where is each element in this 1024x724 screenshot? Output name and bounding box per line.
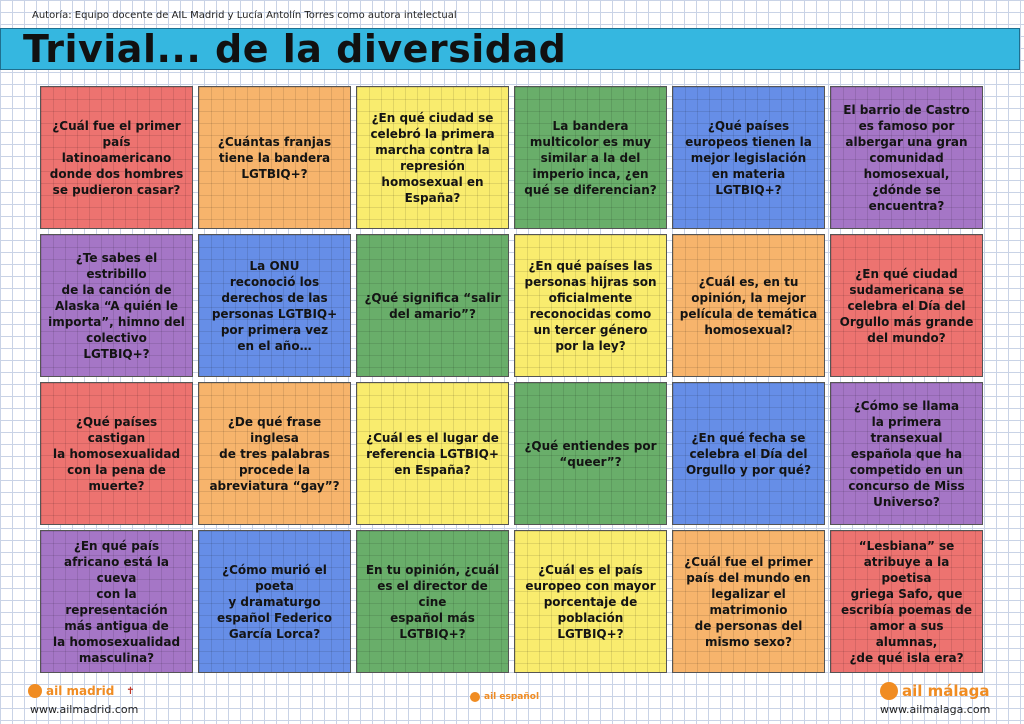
- question-text: ¿Cuál es, en tu opinión, la mejor película de temática homosexual?: [679, 274, 818, 337]
- question-text: ¿En qué países las personas hijras son oficialmente reconocidas como un tercer género por la ley?: [524, 258, 657, 353]
- question-text: El barrio de Castro es famoso por albergar una gran comunidad homosexual, ¿dónde se encuentra?: [843, 102, 970, 213]
- question-text: ¿En qué país africano está la cueva con la representación más antigua de la homosexualidad masculina?: [52, 538, 181, 665]
- instituto-cervantes-icon: ✝: [126, 685, 135, 697]
- question-card[interactable]: [40, 382, 193, 525]
- question-card[interactable]: [198, 530, 351, 673]
- question-card[interactable]: [356, 382, 509, 525]
- question-card[interactable]: [514, 234, 667, 377]
- question-card[interactable]: [40, 234, 193, 377]
- question-text: “Lesbiana” se atribuye a la poetisa griega Safo, que escribía poemas de amor a sus alumnas, ¿de qué isla era?: [840, 538, 973, 665]
- question-card[interactable]: [40, 86, 193, 229]
- question-text: La bandera multicolor es muy similar a la del imperio inca, ¿en qué se diferencian?: [524, 118, 657, 197]
- question-card[interactable]: [672, 234, 825, 377]
- question-text: ¿Qué entiendes por “queer”?: [524, 438, 657, 469]
- question-text: ¿De qué frase inglesa de tres palabras procede la abreviatura “gay”?: [209, 414, 340, 493]
- question-card[interactable]: [514, 86, 667, 229]
- page-title: Trivial... de la diversidad: [23, 27, 567, 71]
- ail-madrid-logo: [28, 684, 135, 698]
- question-text: ¿Cuál es el lugar de referencia LGTBIQ+ en España?: [366, 430, 499, 477]
- question-card[interactable]: [40, 530, 193, 673]
- question-card[interactable]: [198, 234, 351, 377]
- author-credit: Autoría: Equipo docente de AIL Madrid y Lucía Antolín Torres como autora intelectual: [32, 10, 457, 21]
- question-text: En tu opinión, ¿cuál es el director de cine español más LGTBIQ+?: [365, 562, 500, 641]
- question-text: La ONU reconoció los derechos de las personas LGTBIQ+ por primera vez en el año…: [211, 258, 338, 353]
- ail-espanol-label: ail español: [484, 692, 540, 702]
- question-card[interactable]: [198, 86, 351, 229]
- question-card[interactable]: [356, 234, 509, 377]
- question-text: ¿Cómo se llama la primera transexual española que ha competido en un concurso de Miss Universo?: [848, 398, 965, 509]
- question-card[interactable]: [830, 382, 983, 525]
- question-card[interactable]: [672, 86, 825, 229]
- ail-malaga-logo: [880, 682, 990, 700]
- question-card[interactable]: [356, 530, 509, 673]
- ail-espanol-logo: [470, 692, 539, 702]
- ail-madrid-label: ail madrid: [46, 684, 115, 698]
- ail-logo-icon: [880, 682, 898, 700]
- ail-logo-icon: [28, 684, 42, 698]
- question-card[interactable]: [830, 530, 983, 673]
- ail-logo-icon: [470, 692, 480, 702]
- ail-madrid-url[interactable]: www.ailmadrid.com: [30, 703, 139, 716]
- question-text: ¿Te sabes el estribillo de la canción de Alaska “A quién le importa”, himno del colectivo LGTBIQ+?: [48, 250, 185, 361]
- question-text: ¿En qué ciudad sudamericana se celebra el Día del Orgullo más grande del mundo?: [839, 266, 974, 345]
- question-text: ¿Cómo murió el poeta y dramaturgo español Federico García Lorca?: [216, 562, 332, 641]
- question-card[interactable]: [830, 234, 983, 377]
- question-text: ¿Cuál fue el primer país latinoamericano donde dos hombres se pudieron casar?: [49, 118, 184, 197]
- question-text: ¿Cuál es el país europeo con mayor porcentaje de población LGTBIQ+?: [525, 562, 656, 641]
- question-text: ¿En qué ciudad se celebró la primera marcha contra la represión homosexual en España?: [370, 110, 495, 205]
- question-card[interactable]: [830, 86, 983, 229]
- question-grid: [40, 86, 983, 673]
- question-card[interactable]: [672, 382, 825, 525]
- question-card[interactable]: [514, 382, 667, 525]
- question-text: ¿Qué países castigan la homosexualidad con la pena de muerte?: [52, 414, 181, 493]
- question-card[interactable]: [198, 382, 351, 525]
- question-text: ¿En qué fecha se celebra el Día del Orgullo y por qué?: [685, 430, 812, 477]
- ail-malaga-url[interactable]: www.ailmalaga.com: [880, 703, 991, 716]
- question-card[interactable]: [356, 86, 509, 229]
- question-card[interactable]: [514, 530, 667, 673]
- question-text: ¿Cuántas franjas tiene la bandera LGTBIQ+?: [217, 134, 332, 181]
- question-text: ¿Qué significa “salir del amario”?: [364, 290, 501, 321]
- question-text: ¿Cuál fue el primer país del mundo en legalizar el matrimonio de personas del mismo sexo?: [684, 554, 813, 649]
- question-text: ¿Qué países europeos tienen la mejor legislación en materia LGTBIQ+?: [685, 118, 812, 197]
- title-bar: [0, 28, 1020, 70]
- ail-malaga-label: ail málaga: [902, 682, 990, 700]
- question-card[interactable]: [672, 530, 825, 673]
